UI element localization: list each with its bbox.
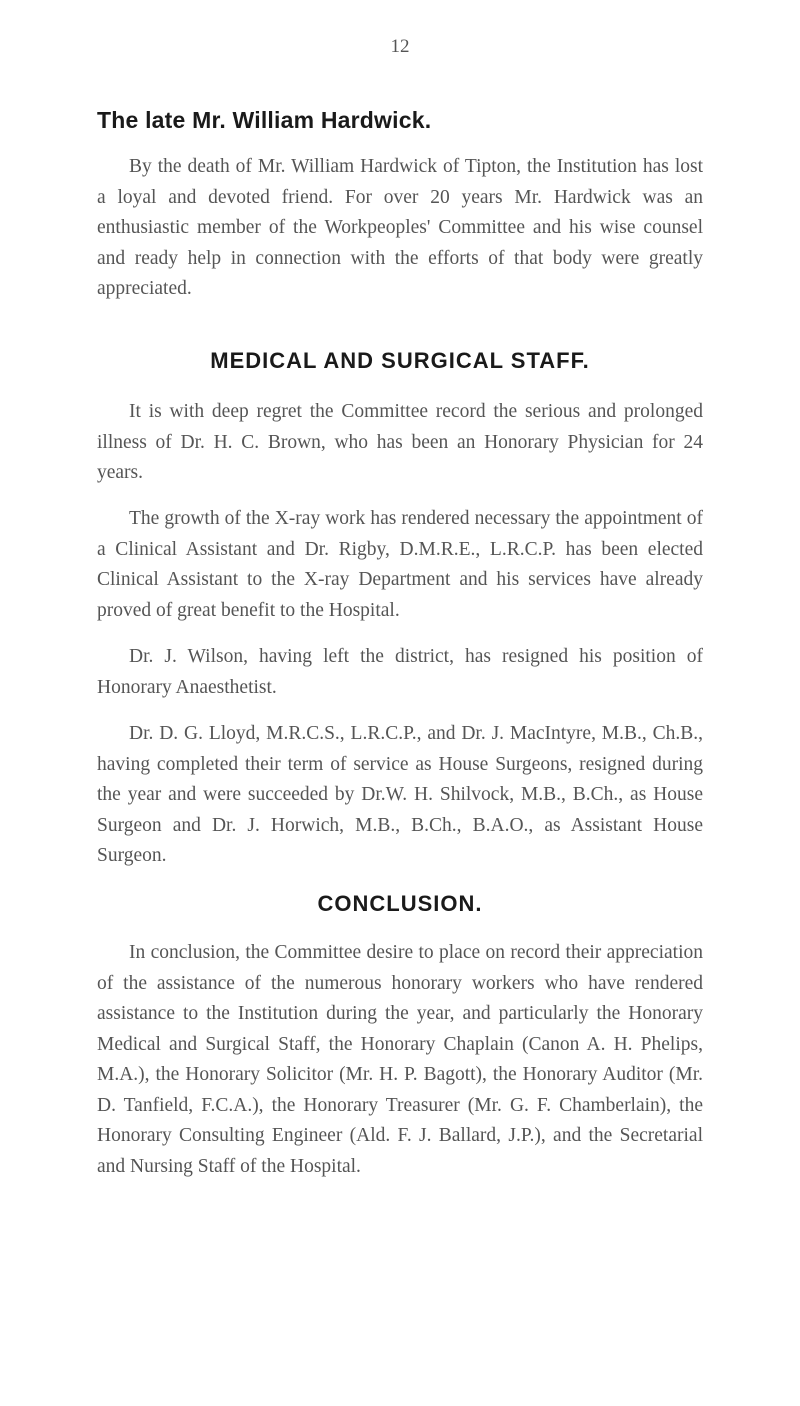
page-number: 12: [390, 36, 410, 57]
section-heading-hardwick: The late Mr. William Hardwick.: [97, 107, 432, 133]
staff-paragraph-xray: The growth of the X-ray work has rendered necessary the appointment of a Clinical Assistant and Dr. Rigby, D.M.R.E., L.R.C.P. has been elected Clinical Assistant to the X-ray Department and his services have already proved of great benefit to the Hospital.: [97, 508, 703, 621]
staff-paragraph-house-surgeons: Dr. D. G. Lloyd, M.R.C.S., L.R.C.P., and Dr. J. MacIntyre, M.B., Ch.B., having completed their term of service as House Surgeons, resigned during the year and were succeeded by Dr.W. H. Shilvock, M.B., B.Ch., as House Surgeon and Dr. J. Horwich, M.B., B.Ch., B.A.O., as Assistant House Surgeon.: [97, 723, 703, 866]
section-heading-conclusion: CONCLUSION.: [317, 891, 483, 916]
hardwick-paragraph: By the death of Mr. William Hardwick of Tipton, the Institution has lost a loyal and devoted friend. For over 20 years Mr. Hardwick was an enthusiastic member of the Workpeoples' Committee and his wise counsel and ready help in connection with the efforts of that body were greatly appreciated.: [97, 156, 703, 299]
section-heading-medical-staff: MEDICAL AND SURGICAL STAFF.: [210, 348, 590, 373]
staff-paragraph-brown: It is with deep regret the Committee record the serious and prolonged illness of Dr. H. C. Brown, who has been an Honorary Physician for 24 years.: [97, 401, 703, 483]
staff-paragraph-wilson: Dr. J. Wilson, having left the district, has resigned his position of Honorary Anaesthetist.: [97, 646, 703, 698]
conclusion-paragraph: In conclusion, the Committee desire to place on record their appreciation of the assistance of the numerous honorary workers who have rendered assistance to the Institution during the year, and particularly the Honorary Medical and Surgical Staff, the Honorary Chaplain (Canon A. H. Phelips, M.A.), the Honorary Solicitor (Mr. H. P. Bagott), the Honorary Auditor (Mr. D. Tanfield, F.C.A.), the Honorary Treasurer (Mr. G. F. Chamberlain), the Honorary Consulting Engineer (Ald. F. J. Ballard, J.P.), and the Secretarial and Nursing Staff of the Hospital.: [97, 942, 703, 1177]
